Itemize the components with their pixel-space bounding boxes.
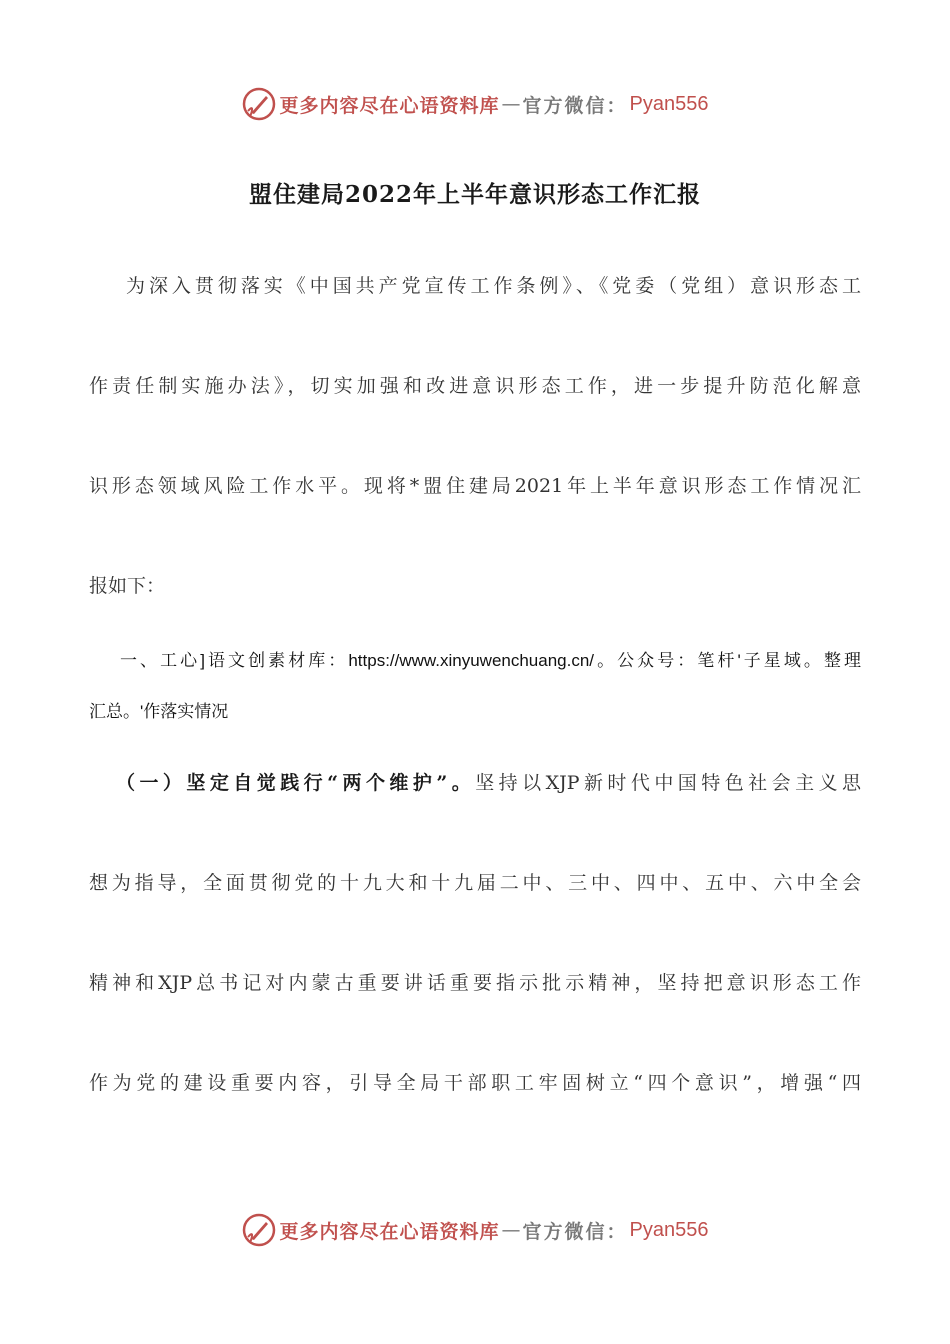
section-heading-line-1: 一、工心]语文创素材库：https://www.xinyuwenchuang.cn/。公众号：笔杆'子星域。整理 bbox=[120, 651, 861, 670]
intro-line-4: 报如下： bbox=[89, 575, 166, 597]
wechat-id: Pyan556 bbox=[629, 1218, 709, 1241]
subsection-text-1: 坚持以XJP新时代中国特色社会主义思 bbox=[475, 772, 861, 794]
subsection-line-3: 精神和XJP总书记对内蒙古重要讲话重要指示批示精神，坚持把意识形态工作 bbox=[89, 972, 861, 994]
wechat-label: 官方微信： bbox=[522, 1220, 628, 1243]
banner-dash: — bbox=[501, 93, 521, 115]
subsection-heading: （一）坚定自觉践行“两个维护”。 bbox=[116, 772, 476, 794]
banner-dash: — bbox=[501, 1219, 521, 1241]
brand-text: 更多内容尽在心语资料库 bbox=[279, 94, 500, 117]
intro-line-2: 作责任制实施办法》，切实加强和改进意识形态工作，进一步提升防范化解意 bbox=[89, 375, 861, 397]
subsection-line-2: 想为指导，全面贯彻党的十九大和十九届二中、三中、四中、五中、六中全会 bbox=[89, 872, 861, 894]
intro-line-1: 为深入贯彻落实《中国共产党宣传工作条例》、《党委（党组）意识形态工 bbox=[126, 275, 861, 297]
section-heading-line-2: 汇总。'作落实情况 bbox=[89, 702, 229, 721]
intro-line-3: 识形态领域风险工作水平。现将*盟住建局2021年上半年意识形态工作情况汇 bbox=[89, 475, 861, 497]
document-title: 盟住建局2022年上半年意识形态工作汇报 bbox=[248, 181, 701, 208]
quill-pen-icon bbox=[242, 1213, 276, 1247]
header-watermark-banner bbox=[0, 84, 950, 124]
quill-pen-icon bbox=[242, 87, 276, 121]
wechat-label: 官方微信： bbox=[522, 94, 628, 117]
footer-watermark-banner bbox=[0, 1210, 950, 1250]
subsection-line-4: 作为党的建设重要内容，引导全局干部职工牢固树立“四个意识”，增强“四 bbox=[89, 1072, 861, 1094]
subsection-line-1 bbox=[116, 768, 861, 795]
wechat-id: Pyan556 bbox=[629, 92, 709, 115]
brand-text: 更多内容尽在心语资料库 bbox=[279, 1220, 500, 1243]
